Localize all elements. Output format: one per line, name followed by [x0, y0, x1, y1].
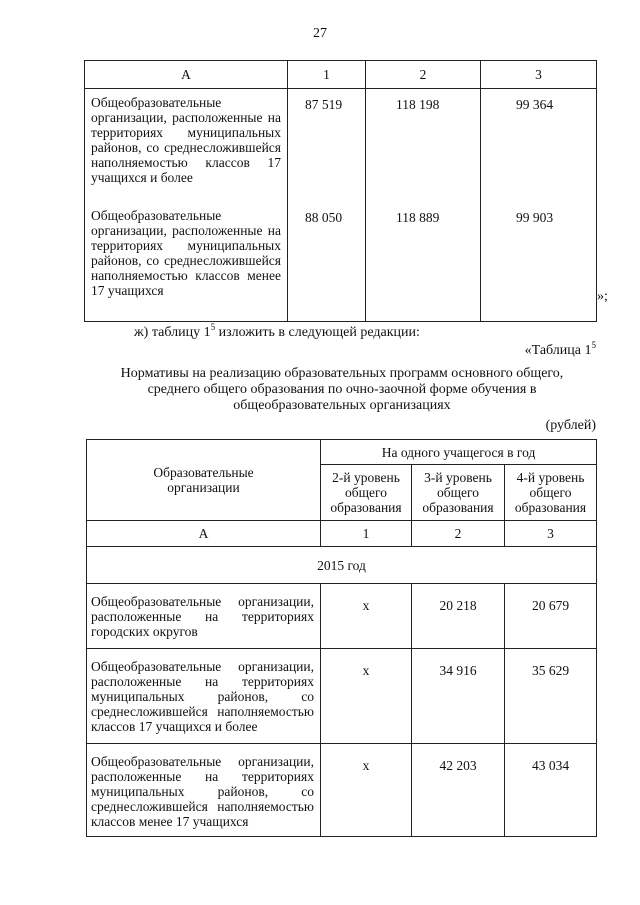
cell-value: 87 519 — [288, 89, 366, 203]
table-header-row — [87, 440, 597, 465]
column-header: 3-й уровень общего образования — [412, 465, 505, 521]
cell-value: 20 679 — [505, 584, 597, 649]
cell-value: 43 034 — [505, 744, 597, 837]
table-row — [87, 649, 597, 744]
cell-value: 118 889 — [366, 202, 481, 322]
cell-value: 99 903 — [481, 202, 597, 322]
column-index: 2 — [412, 521, 505, 547]
cell-value: 88 050 — [288, 202, 366, 322]
cell-value: 42 203 — [412, 744, 505, 837]
cell-value: 34 916 — [412, 649, 505, 744]
column-group-header: На одного учащегося в год — [321, 440, 597, 465]
table-row — [87, 584, 597, 649]
cell-value: х — [321, 649, 412, 744]
year-label: 2015 год — [87, 547, 597, 584]
column-header: 2-й уровень общего образования — [321, 465, 412, 521]
column-index: 3 — [505, 521, 597, 547]
year-row — [87, 547, 597, 584]
column-index: 1 — [321, 521, 412, 547]
table-title: Нормативы на реализацию образовательных программ основного общего, среднего общего образования по очно-заочной форме обучения в общеобразовательных организациях — [120, 366, 564, 413]
row-label: Общеобразовательные организации, расположенные на территориях муниципальных районов, со среднесложившейся наполняемостью классов 17 учащихся и более — [85, 89, 288, 203]
cell-value: х — [321, 744, 412, 837]
column-header: 4-й уровень общего образования — [505, 465, 597, 521]
units-label: (рублей) — [545, 418, 596, 433]
table-label: «Таблица $1^5$ — [524, 340, 596, 358]
column-header: 1 — [288, 61, 366, 89]
cell-value: 20 218 — [412, 584, 505, 649]
column-header: 3 — [481, 61, 597, 89]
row-label: Общеобразовательные организации, расположенные на территориях муниципальных районов, со среднесложившейся наполняемостью классов менее 17 учащихся — [85, 202, 288, 322]
row-label: Общеобразовательные организации, расположенные на территориях муниципальных районов, со среднесложившейся наполняемостью классов 17 учащихся и более — [87, 649, 321, 744]
page-number: 27 — [313, 26, 327, 41]
column-header: 2 — [366, 61, 481, 89]
cell-value: 99 364 — [481, 89, 597, 203]
table-row — [85, 89, 597, 203]
cell-value: 35 629 — [505, 649, 597, 744]
amendment-instruction: ж) таблицу $1^5$ изложить в следующей редакции: — [134, 322, 420, 340]
column-header-org: Образовательные организации — [87, 440, 321, 521]
table-header-row — [85, 61, 597, 89]
norms-table — [86, 439, 597, 837]
closing-quote: »; — [597, 289, 608, 304]
table-row — [85, 202, 597, 322]
column-index: А — [87, 521, 321, 547]
table-continuation — [84, 60, 597, 322]
row-label: Общеобразовательные организации, расположенные на территориях муниципальных районов, со среднесложившейся наполняемостью классов менее 17 учащихся — [87, 744, 321, 837]
column-header: А — [85, 61, 288, 89]
table-row — [87, 744, 597, 837]
column-index-row — [87, 521, 597, 547]
cell-value: 118 198 — [366, 89, 481, 203]
cell-value: х — [321, 584, 412, 649]
row-label: Общеобразовательные организации, расположенные на территориях городских округов — [87, 584, 321, 649]
